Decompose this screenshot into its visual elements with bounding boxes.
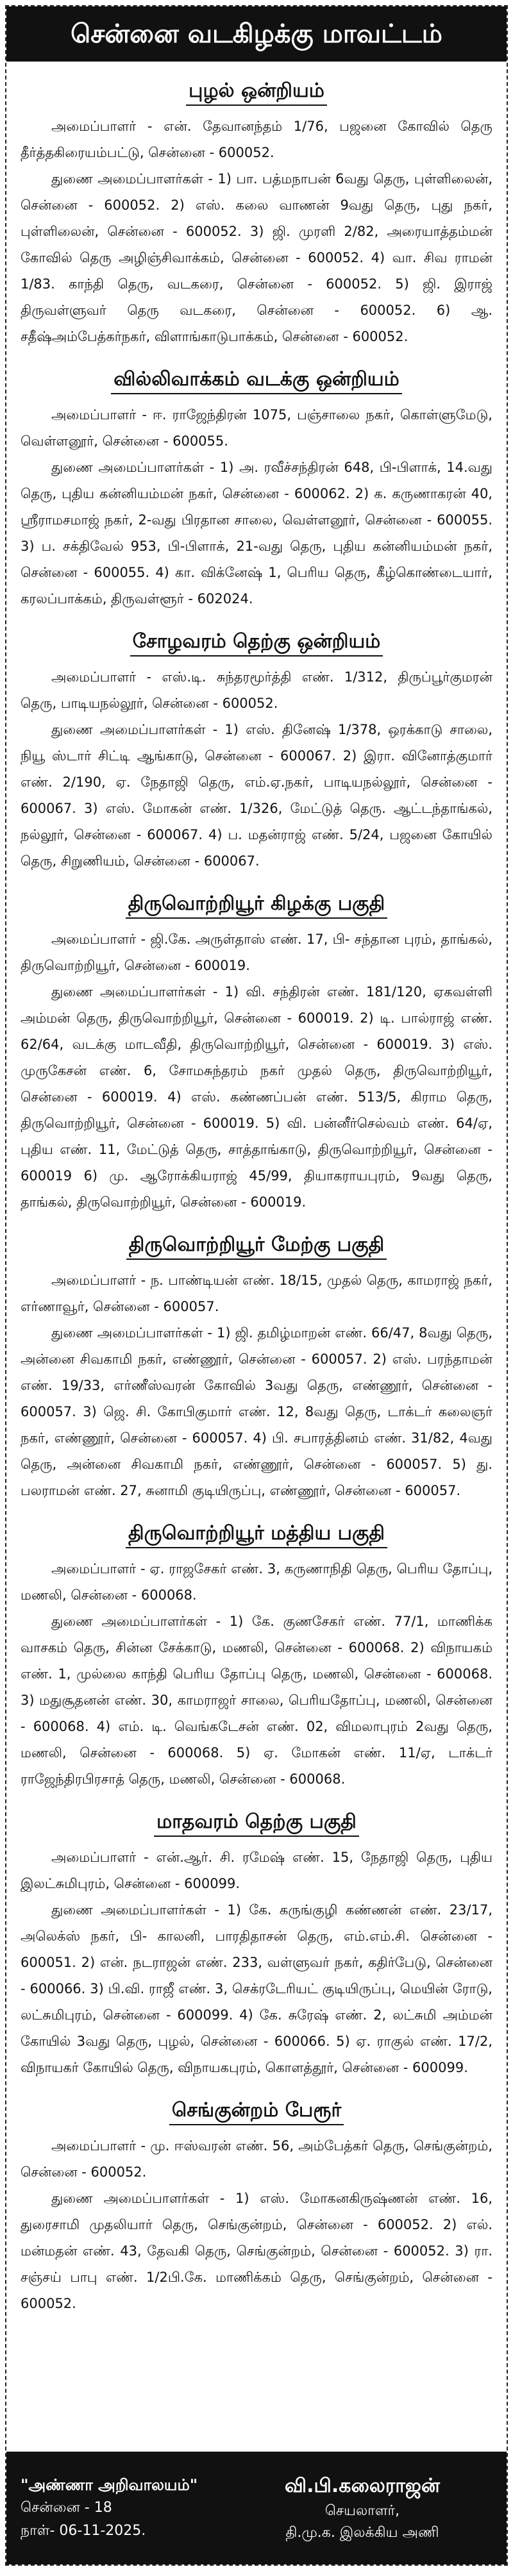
footer-block — [6, 2452, 507, 2564]
organizer-paragraph: அமைப்பாளர் - என்.ஆர். சி. ரமேஷ் எண். 15, நேதாஜி தெரு, புதிய இலட்சுமிபுரம், சென்னை - 600099. — [21, 1850, 492, 1891]
deputies-paragraph: துணை அமைப்பாளர்கள் - 1) எஸ். தினேஷ் 1/378, ஒரக்காடு சாலை, நியூ ஸ்டார் சிட்டி ஆங்காடு, சென்னை - 600067. 2) இரா. வினோத்குமார் எண். 2/190, ஏ. நேதாஜி தெரு, எம்.ஏ.நகர், பாடியநல்லூர், சென்னை - 600067. 3) எஸ். மோகன் எண். 1/326, மேட்டுத் தெரு. ஆட்டந்தாங்கல், நல்லூர், சென்னை - 600067. 4) ப. மதன்ராஜ் எண். 5/24, பஜனை கோயில் தெரு, சிறுணியம், சென்னை - 600067. — [21, 722, 492, 869]
deputies-paragraph: துணை அமைப்பாளர்கள் - 1) எஸ். மோகனகிருஷ்ணன் எண். 16, துரைசாமி முதலியார் தெரு, செங்குன்றம், சென்னை - 600052. 2) எல். மன்மதன் எண். 43, தேவகி தெரு, செங்குன்றம், சென்னை - 600052. 3) ரா. சஞ்சய் பாபு எண். 1/2பி.கே. மாணிக்கம் தெரு, செங்குன்றம், சென்னை - 600052. — [21, 2191, 492, 2311]
signatory-designation: செயலாளர், — [324, 2503, 400, 2519]
union-section — [6, 2099, 507, 2317]
press-release — [5, 5, 508, 2566]
union-section — [6, 1234, 507, 1504]
section-title — [21, 2099, 492, 2124]
district-banner: சென்னை வடகிழக்கு மாவட்டம் — [6, 6, 507, 62]
deputies-paragraph: துணை அமைப்பாளர்கள் - 1) அ. ரவீச்சந்திரன் 648, பி-பிளாக், 14.வது தெரு, புதிய கன்னியம்மன் நகர், சென்னை - 600062. 2) க. கருணாகரன் 40, ஸ்ரீராமசமாஜ் நகர், 2-வது பிரதான சாலை, வெள்ளனூர், சென்னை - 600055. 3) ப. சக்திவேல் 953, பி-பிளாக், 21-வது தெரு, புதிய கன்னியம்மன் நகர், சென்னை - 600055. 4) கா. விக்னேஷ் 1, பெரிய தெரு, கீழ்கொண்டையார், கரலப்பாக்கம், திருவள்ளூர் - 602024. — [21, 460, 492, 606]
section-title-text: சோழவரம் தெற்கு ஒன்றியம் — [130, 630, 383, 657]
section-title — [21, 1811, 492, 1836]
footer-right — [232, 2472, 492, 2544]
section-title-text: திருவொற்றியூர் கிழக்கு பகுதி — [126, 892, 387, 919]
deputies-paragraph: துணை அமைப்பாளர்கள் - 1) கே. கருங்குழி கண்ணன் எண். 23/17, அலெக்ஸ் நகர், பி- காலனி, பாரதிதாசன் தெரு, எம்.எம்.சி. சென்னை - 600051. 2) என். நடராஜன் எண். 233, வள்ளுவர் நகர், கதிர்பேடு, சென்னை - 600066. 3) பி.வி. ராஜீ எண். 3, செக்ரடேரியட் குடியிருப்பு, மெயின் ரோடு, லட்சுமிபுரம், சென்னை - 600099. 4) கே. சுரேஷ் எண். 2, லட்சுமி அம்மன் கோயில் 3வது தெரு, புழல், சென்னை - 600066. 5) ஏ. ராகுல் எண். 17/2, விநாயகர் கோயில் தெரு, விநாயகபுரம், கொளத்தூர், சென்னை - 600099. — [21, 1902, 492, 2075]
union-section — [6, 630, 507, 874]
deputies-paragraph: துணை அமைப்பாளர்கள் - 1) கே. குணசேகர் எண். 77/1, மாணிக்க வாசகம் தெரு, சின்ன சேக்காடு, மணலி, சென்னை - 600068. 2) விநாயகம் எண். 1, முல்லை காந்தி பெரிய தோப்பு தெரு, மணலி, சென்னை - 600068. 3) மதுசூதனன் எண். 30, காமராஜர் சாலை, பெரியதோப்பு, மணலி, சென்னை - 600068. 4) எம். டி. வெங்கடேசன் எண். 02, விமலாபுரம் 2வது தெரு, மணலி, சென்னை - 600068. 5) ஏ. மோகன் எண். 11/ஏ, டாக்டர் ராஜேந்திரபிரசாத் தெரு, மணலி, சென்னை - 600068. — [21, 1614, 492, 1787]
headquarters-name: "அண்ணா அறிவாலயம்" — [21, 2476, 198, 2494]
section-title-text: திருவொற்றியூர் மத்திய பகுதி — [126, 1522, 387, 1548]
organizer-paragraph: அமைப்பாளர் - ஜி.கே. அருள்தாஸ் எண். 17, பி- சந்தான புரம், தாங்கல், திருவொற்றியூர், சென்னை - 600019. — [21, 932, 492, 973]
organizer-paragraph: அமைப்பாளர் - மு. ஈஸ்வரன் எண். 56, அம்பேத்கர் தெரு, செங்குன்றம், சென்னை - 600052. — [21, 2138, 492, 2180]
deputies-paragraph: துணை அமைப்பாளர்கள் - 1) பா. பத்மநாபன் 6வது தெரு, புள்ளிலைன், சென்னை - 600052. 2) எஸ். கலை வாணன் 9வது தெரு, புது நகர், புள்ளிலைன், சென்னை - 600052. 3) ஜி. முரளி 2/82, அரையாத்தம்மன் கோவில் தெரு அழிஞ்சிவாக்கம், சென்னை - 600052. 4) வா. சிவ ராமன் 1/83. காந்தி தெரு, வடகரை, சென்னை - 600052. 5) ஜி. இராஜ் திருவள்ளுவர் தெரு வடகரை, சென்னை - 600052. 6) ஆ. சதீஷ்அம்பேத்கர்நகர், விளாங்காடுபாக்கம், சென்னை - 600052. — [21, 171, 492, 344]
union-section — [6, 1811, 507, 2081]
section-title — [21, 368, 492, 393]
organizer-paragraph: அமைப்பாளர் - என். தேவானந்தம் 1/76, பஜனை கோவில் தெரு தீர்த்தகிரையம்பட்டு, சென்னை - 600052. — [21, 119, 492, 160]
union-section — [6, 892, 507, 1216]
union-section — [6, 1522, 507, 1793]
release-date: நாள்- 06-11-2025. — [21, 2523, 146, 2539]
section-title — [21, 79, 492, 105]
organizer-paragraph: அமைப்பாளர் - ஏ. ராஜசேகர் எண். 3, கருணாநிதி தெரு, பெரிய தோப்பு, மணலி, சென்னை - 600068. — [21, 1561, 492, 1603]
section-title — [21, 630, 492, 655]
union-section — [6, 79, 507, 350]
section-title-text: செங்குன்றம் பேரூர் — [169, 2099, 344, 2125]
deputies-paragraph: துணை அமைப்பாளர்கள் - 1) ஜி. தமிழ்மாறன் எண். 66/47, 8வது தெரு, அன்னை சிவகாமி நகர், எண்ணூர், சென்னை - 600057. 2) எஸ். பரந்தாமன் எண். 19/33, எர்ணீஸ்வரன் கோவில் 3வது தெரு, எண்ணூர், சென்னை - 600057. 3) ஜெ. சி. கோபிகுமார் எண். 12, 8வது தெரு, டாக்டர் கலைஞர் நகர், எண்ணூர், சென்னை - 600057. 4) பி. சபாரத்தினம் எண். 31/82, 4வது தெரு, அன்னை சிவகாமி நகர், எண்ணூர், சென்னை - 600057. 5) து. பலராமன் எண். 27, சுனாமி குடியிருப்பு, எண்ணூர், சென்னை - 600057. — [21, 1325, 492, 1498]
section-title-text: திருவொற்றியூர் மேற்கு பகுதி — [126, 1234, 387, 1260]
footer-left — [21, 2473, 232, 2543]
organizer-paragraph: அமைப்பாளர் - எஸ்.டி. சுந்தரமூர்த்தி எண். 1/312, திருப்பூர்குமரன் தெரு, பாடியநல்லூர், சென்னை - 600052. — [21, 669, 492, 711]
section-title — [21, 1522, 492, 1547]
union-section — [6, 368, 507, 612]
headquarters-city: சென்னை - 18 — [21, 2500, 112, 2516]
section-title — [21, 1234, 492, 1259]
sections-container — [6, 79, 507, 2317]
organizer-paragraph: அமைப்பாளர் - ந. பாண்டியன் எண். 18/15, முதல் தெரு, காமராஜ் நகர், எர்ணாவூர், சென்னை - 600057. — [21, 1273, 492, 1314]
signatory-wing: தி.மு.க. இலக்கிய அணி — [285, 2525, 439, 2541]
section-title-text: மாதவரம் தெற்கு பகுதி — [154, 1811, 359, 1837]
section-title-text: வில்லிவாக்கம் வடக்கு ஒன்றியம் — [111, 368, 402, 394]
section-title-text: புழல் ஒன்றியம் — [186, 79, 327, 106]
organizer-paragraph: அமைப்பாளர் - ஈ. ராஜேந்திரன் 1075, பஞ்சாலை நகர், கொள்ளுமேடு, வெள்ளனூர், சென்னை - 600055. — [21, 407, 492, 449]
deputies-paragraph: துணை அமைப்பாளர்கள் - 1) வி. சந்திரன் எண். 181/120, ஏகவள்ளி அம்மன் தெரு, திருவொற்றியூர், சென்னை - 600019. 2) டி. பால்ராஜ் எண். 62/64, வடக்கு மாடவீதி, திருவொற்றியூர், சென்னை - 600019. 3) எஸ். முருகேசன் எண். 6, சோமசுந்தரம் நகர் முதல் தெரு, திருவொற்றியூர், சென்னை - 600019. 4) எஸ். கண்ணப்பன் எண். 513/5, கிராம தெரு, திருவொற்றியூர், சென்னை - 600019. 5) வி. பன்னீர்செல்வம் எண். 64/ஏ, புதிய எண். 11, மேட்டுத் தெரு, சாத்தாங்காடு, திருவொற்றியூர், சென்னை - 600019 6) மு. ஆரோக்கியராஜ் 45/99, தியாகராயபுரம், 9வது தெரு, தாங்கல், திருவொற்றியூர், சென்னை - 600019. — [21, 984, 492, 1210]
signatory-name: வி.பி.கலைராஜன் — [284, 2475, 441, 2497]
section-title — [21, 892, 492, 917]
